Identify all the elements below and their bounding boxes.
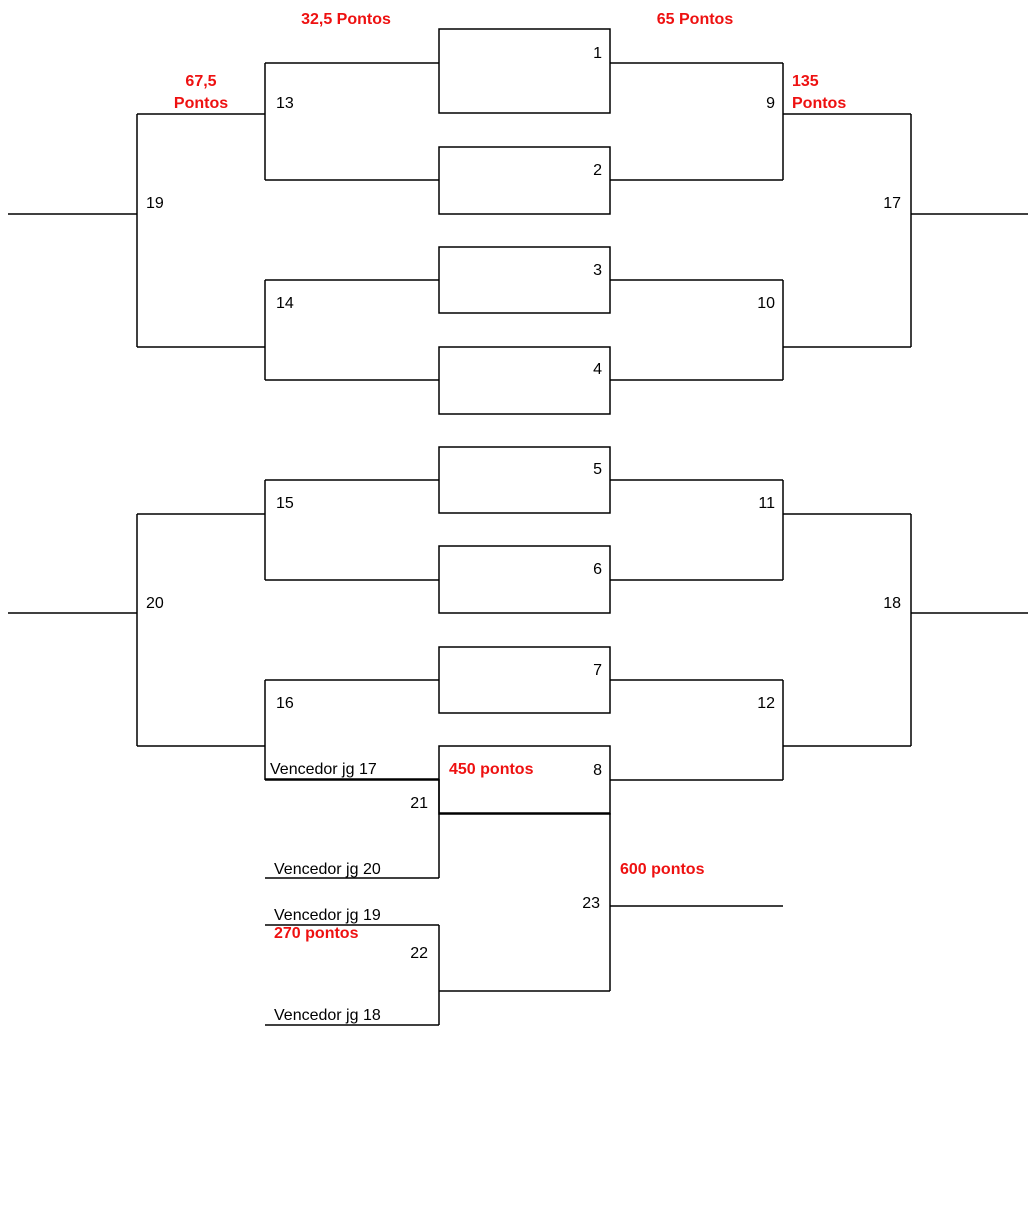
game-number-11: 11	[758, 495, 775, 512]
game-number-6: 6	[593, 561, 602, 578]
finals-connectors	[265, 779, 783, 1025]
points-round3-right-line2: Pontos	[792, 95, 847, 112]
points-round3-right-line1: 135	[792, 73, 819, 90]
game-number-9: 9	[766, 95, 775, 112]
game-box-7	[439, 647, 610, 713]
game-number-1: 1	[593, 45, 602, 62]
game-box-1	[439, 29, 610, 113]
points-round1: 32,5 Pontos	[301, 11, 391, 28]
finals-entry-2: Vencedor jg 20	[274, 861, 381, 878]
game-box-4	[439, 347, 610, 414]
game-box-6	[439, 546, 610, 613]
points-semis: 270 pontos	[274, 925, 359, 942]
finals-entry-labels	[270, 761, 381, 1024]
game-number-2: 2	[593, 162, 602, 179]
game-box-2	[439, 147, 610, 214]
points-round2-left-line1: 67,5	[185, 73, 217, 90]
finals-entry-4: Vencedor jg 18	[274, 1007, 381, 1024]
finals-entry-3: Vencedor jg 19	[274, 907, 381, 924]
game-number-23: 23	[582, 895, 600, 912]
game-number-12: 12	[757, 695, 775, 712]
game-number-20: 20	[146, 595, 164, 612]
game-number-15: 15	[276, 495, 294, 512]
game-number-7: 7	[593, 662, 602, 679]
points-labels	[174, 11, 846, 942]
game-number-8: 8	[593, 762, 602, 779]
round1-boxes	[439, 29, 610, 814]
game-number-5: 5	[593, 461, 602, 478]
game-number-17: 17	[883, 195, 901, 212]
game-box-8	[439, 746, 610, 814]
game-number-19: 19	[146, 195, 164, 212]
game-number-13: 13	[276, 95, 294, 112]
game-number-18: 18	[883, 595, 901, 612]
right-connectors-round3	[783, 114, 1028, 746]
game-number-22: 22	[410, 945, 428, 962]
finals-entry-1: Vencedor jg 17	[270, 761, 377, 778]
game-number-21: 21	[410, 795, 428, 812]
left-connectors-round3	[8, 114, 265, 746]
game-box-5	[439, 447, 610, 513]
game-number-3: 3	[593, 262, 602, 279]
points-round2-left-line2: Pontos	[173, 95, 229, 112]
points-final-entry: 450 pontos	[449, 761, 534, 778]
right-connectors-round2	[610, 63, 783, 780]
game-number-14: 14	[276, 295, 294, 312]
game-number-4: 4	[593, 361, 602, 378]
left-connectors-round2	[265, 63, 439, 780]
game-number-10: 10	[757, 295, 775, 312]
points-round2-right: 65 Pontos	[656, 11, 734, 28]
game-numbers	[146, 45, 901, 962]
points-champion: 600 pontos	[620, 861, 705, 878]
game-box-3	[439, 247, 610, 313]
game-number-16: 16	[276, 695, 294, 712]
